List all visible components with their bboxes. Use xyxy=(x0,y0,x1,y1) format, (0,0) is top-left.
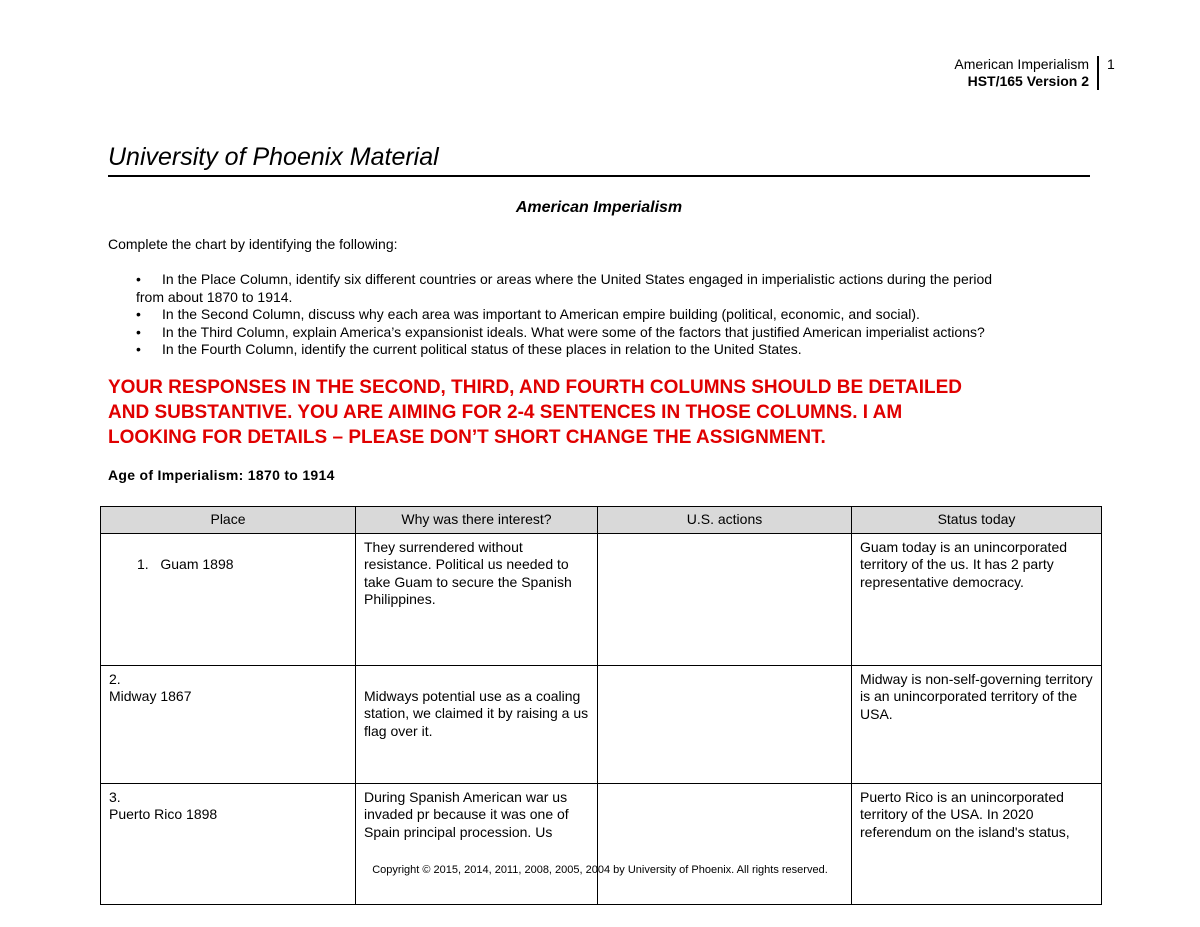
list-item: • In the Fourth Column, identify the current political status of these places in relation to the United States. xyxy=(136,341,802,357)
running-header xyxy=(954,56,1099,90)
page-number: 1 xyxy=(1107,56,1115,72)
header-place: Place xyxy=(101,507,356,534)
interest-cell[interactable]: They surrendered without resistance. Political us needed to take Guam to secure the Spanish Philippines. xyxy=(356,533,598,665)
document-title: University of Phoenix Material xyxy=(108,142,1090,177)
imperialism-table xyxy=(100,506,1101,840)
actions-cell[interactable] xyxy=(598,665,852,783)
running-title: American Imperialism xyxy=(954,56,1099,73)
interest-cell[interactable]: During Spanish American war us invaded pr because it was one of Spain principal procession. Us xyxy=(356,783,598,904)
warning-notice: YOUR RESPONSES IN THE SECOND, THIRD, AND FOURTH COLUMNS SHOULD BE DETAILED AND SUBSTANTIVE. YOU ARE AIMING FOR 2-4 SENTENCES IN THOSE COLUMNS. I AM LOOKING FOR DETAILS – PLEASE DON’T SHORT CHANGE THE ASSIGNMENT. xyxy=(108,377,962,448)
document-subtitle: American Imperialism xyxy=(515,199,683,216)
instruction-list xyxy=(108,271,1093,359)
table-row xyxy=(101,783,1102,904)
course-code: HST/165 Version 2 xyxy=(954,73,1099,90)
interest-cell[interactable]: Midways potential use as a coaling station, we claimed it by raising a us flag over it. xyxy=(356,665,598,783)
bullet-icon: • xyxy=(136,306,141,322)
section-heading: Age of Imperialism: 1870 to 1914 xyxy=(108,467,335,483)
list-item-continuation: from about 1870 to 1914. xyxy=(136,288,293,305)
copyright-footer: Copyright © 2015, 2014, 2011, 2008, 2005, 2004 by University of Phoenix. All rights reserved. xyxy=(372,864,828,876)
table-header-row xyxy=(101,507,1102,534)
actions-cell[interactable] xyxy=(598,533,852,665)
actions-cell[interactable] xyxy=(598,783,852,904)
bullet-icon: • xyxy=(136,271,141,287)
list-item: • In the Second Column, discuss why each area was important to American empire building (political, economic, and social). xyxy=(136,306,920,322)
list-item: • In the Place Column, identify six different countries or areas where the United States engaged in imperialistic actions during the period xyxy=(136,271,993,287)
table-row xyxy=(101,665,1102,783)
place-cell[interactable]: 2. Midway 1867 xyxy=(101,665,356,783)
header-status: Status today xyxy=(852,507,1102,534)
list-item: • In the Third Column, explain America’s expansionist ideals. What were some of the factors that justified American imperialist actions? xyxy=(136,323,985,340)
table-row xyxy=(101,533,1102,665)
bullet-icon: • xyxy=(136,323,141,340)
place-cell[interactable]: 1. Guam 1898 xyxy=(101,533,356,665)
header-interest: Why was there interest? xyxy=(356,507,598,534)
place-cell[interactable]: 3. Puerto Rico 1898 xyxy=(101,783,356,904)
status-cell[interactable]: Guam today is an unincorporated territory of the us. It has 2 party representative democracy. xyxy=(852,533,1102,665)
status-cell[interactable]: Midway is non-self-governing territory is an unincorporated territory of the USA. xyxy=(852,665,1102,783)
intro-text: Complete the chart by identifying the following: xyxy=(108,236,398,252)
header-actions: U.S. actions xyxy=(598,507,852,534)
status-cell[interactable]: Puerto Rico is an unincorporated territory of the USA. In 2020 referendum on the island's status, xyxy=(852,783,1102,904)
bullet-icon: • xyxy=(136,341,141,357)
